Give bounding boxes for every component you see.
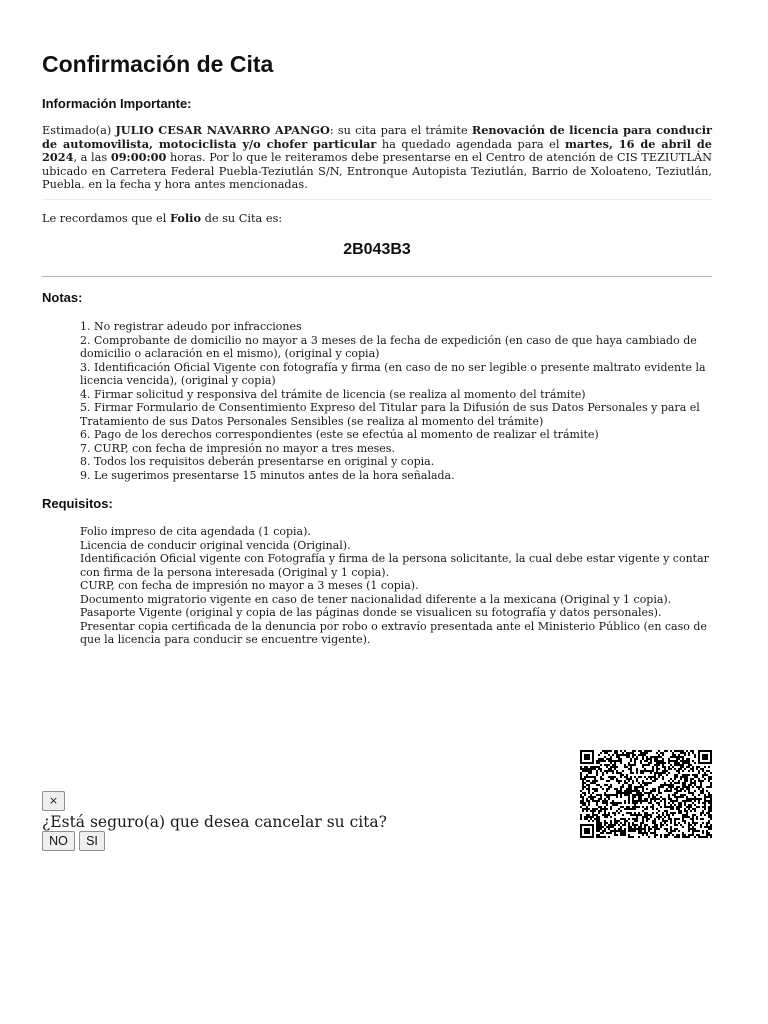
appointment-details <box>42 124 712 192</box>
requirement-item: CURP, con fecha de impresión no mayor a 3 meses (1 copia). <box>80 579 419 592</box>
details-text-4: horas. Por lo que le reiteramos debe presentarse en el Centro de atención de CIS TEZIUTLÁN ubicado en Carretera Federal Puebla-Teziutlán S/N, Entronque Autopista Teziutlán, Barrio de Xoloateno, Teziutlán, Puebla. en la fecha y hora antes mencionadas. <box>42 151 712 192</box>
folio-suffix: de su Cita es: <box>201 212 283 225</box>
note-item: 4. Firmar solicitud y responsiva del trámite de licencia (se realiza al momento del trámite) <box>80 387 586 401</box>
requirement-item: Pasaporte Vigente (original y copia de las páginas donde se visualicen su fotografía y datos personales). <box>80 606 662 619</box>
close-button[interactable]: × <box>42 791 65 811</box>
page-title: Confirmación de Cita <box>42 51 274 77</box>
details-text-1: : su cita para el trámite <box>329 124 472 137</box>
applicant-name: JULIO CESAR NAVARRO APANGO <box>115 123 330 137</box>
procedure-name: Renovación de licencia para conducir de automovilista, motociclista y/o chofer particular <box>42 123 712 151</box>
greeting-text: Estimado(a) <box>42 124 116 137</box>
note-item: 8. Todos los requisitos deberán presentarse en original y copia. <box>80 455 435 468</box>
yes-button[interactable]: SI <box>79 831 105 851</box>
notes-heading: Notas: <box>42 290 83 305</box>
details-text-2: ha quedado agendada para el <box>376 137 565 151</box>
appointment-date: martes, 16 de abril de 2024 <box>42 136 712 165</box>
note-item: 3. Identificación Oficial Vigente con fotografía y firma (en caso de no ser legible o presente maltrato evidente la licencia vencida), (original y copia) <box>80 360 706 387</box>
important-info-heading: Información Importante: <box>42 96 192 111</box>
requirement-item: Presentar copia certificada de la denuncia por robo o extravío presentada ante el Ministerio Público (en caso de que la licencia para conducir se encuentre vigente). <box>80 619 707 646</box>
folio-word: Folio <box>169 211 201 225</box>
folio-prefix: Le recordamos que el <box>42 212 170 225</box>
details-text-3: , a las <box>73 151 111 165</box>
requirement-item: Documento migratorio vigente en caso de tener nacionalidad diferente a la mexicana (Original y 1 copia). <box>80 592 672 606</box>
note-item: 5. Firmar Formulario de Consentimiento Expreso del Titular para la Difusión de sus Datos Personales y para el Tratamiento de sus Datos Personales Sensibles (se realiza al momento del trámite) <box>80 401 700 428</box>
requirement-item: Folio impreso de cita agendada (1 copia). <box>80 525 311 538</box>
folio-code: 2B043B3 <box>343 241 411 258</box>
requirement-item: Identificación Oficial vigente con Fotografía y firma de la persona solicitante, la cual debe estar vigente y contar con firma de la persona interesada (Original y 1 copia). <box>80 552 709 579</box>
note-item: 6. Pago de los derechos correspondientes (este se efectúa al momento de realizar el trámite) <box>80 428 599 441</box>
cancel-confirmation-question: ¿Está seguro(a) que desea cancelar su cita? <box>42 813 387 831</box>
qr-code-icon <box>580 750 712 838</box>
no-button[interactable]: NO <box>42 831 75 851</box>
appointment-time: 09:00:00 <box>110 150 167 165</box>
requirements-list <box>80 525 712 647</box>
notes-list <box>80 320 712 482</box>
folio-reminder <box>42 211 282 226</box>
requirements-heading: Requisitos: <box>42 496 113 511</box>
note-item: 1. No registrar adeudo por infracciones <box>80 320 302 333</box>
note-item: 9. Le sugerimos presentarse 15 minutos antes de la hora señalada. <box>80 468 455 482</box>
requirement-item: Licencia de conducir original vencida (Original). <box>80 538 351 552</box>
divider <box>42 276 712 277</box>
divider <box>42 199 712 200</box>
note-item: 7. CURP, con fecha de impresión no mayor a tres meses. <box>80 441 395 455</box>
note-item: 2. Comprobante de domicilio no mayor a 3 meses de la fecha de expedición (en caso de que haya cambiado de domicilio o aclaración en el mismo), (original y copia) <box>80 333 697 360</box>
